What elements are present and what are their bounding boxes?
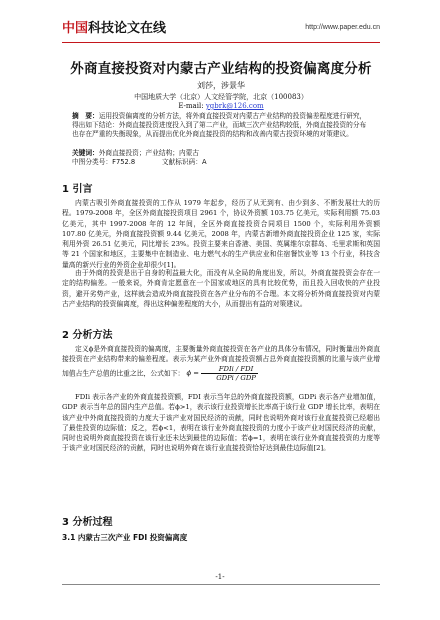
- classification-codes: 中图分类号：F752.8 文献标识码：A: [72, 158, 207, 166]
- paper-title: 外商直接投资对内蒙古产业结构的投资偏离度分析: [70, 61, 372, 77]
- page-number: -1-: [215, 573, 225, 581]
- intro-paragraph-1: 内蒙古吸引外商直接投资的工作从 1979 年起步，经历了从无到有、由少到多、不断发展壮大的历程。1979-2008 年，全区外商直接投资项目 2961 个，协议外资额 103.75 亿美元，实际利用额 75.03 亿美元，其中 1997-2008 年的 12 年间，全区外商直接投资合同项目 1500 个，实际利用外资额 107.80 亿美元，外商直接投资额 9.44 亿美元，2008 年，内蒙古新增外商直接投资企业 125 家，实际利用外资 26.51 亿美元，同比增长 23%。投资主要来自香港、美国、英属维尔京群岛、毛里求斯和英国等 21 个国家和地区，主要集中在制造业、电力燃气水的生产供应业和住宿餐饮业等 13 个行业，科技含量高的新兴行业的外资企业却很少[1]。: [62, 199, 380, 269]
- intro-paragraph-2: 由于外商的投资是出于自身的利益最大化，而没有从全局的角度出发，所以，外商直接投资会存在一定的结构偏差。一般来说，外商肯定愿意在一个国家或地区的具有比较优势，而且投入回收快的产业投资，避开劣势产业，这样就会造成外商直接投资在各产业分布的不合理。本文将分析外商直接投资对内蒙古产业结构的投资偏离度，得出这种偏差程度的大小，从而提出有益的对策建议。: [62, 269, 380, 308]
- page-header: [62, 20, 380, 42]
- footer-rule: [62, 584, 380, 585]
- header-url[interactable]: http://www.paper.edu.cn: [305, 24, 380, 31]
- method-paragraph-1: 定义ϕ是外商直接投资的偏离度，主要衡量外商直接投资在各产业的具体分布情况，同时衡量出外商直接投资在产业结构带来的偏差程度。表示为某产业外商直接投资额占总外商直接投资额的比重与该产业增加值占生产总值的比重之比，公式如下： ϕ = $\frac{\text{FDIi / FDI}}{\text{GDPi / GDP}}$: [62, 345, 380, 382]
- header-rule: [62, 42, 380, 43]
- section-heading-analysis: 3 分析过程: [62, 517, 113, 528]
- keywords: 关键词：外商直接投资；产业结构；内蒙古: [72, 149, 200, 157]
- email-link[interactable]: ygbrk@126.com: [205, 102, 264, 110]
- journal-logo: 中国科技论文在线: [62, 21, 167, 36]
- section-heading-method: 2 分析方法: [62, 330, 113, 341]
- abstract: 摘 要：运用投资偏离度的分析方法，将外商直接投资对内蒙古产业结构的投资偏差程度进行研究，得出如下结论：外商直接投资进度投入到了第二产业，而域三次产业结构较低，外商直接投资的分布也存在严重的失衡现象，从而提出优化外商直接投资的结构和改善内蒙古投资环境的对策建议。: [72, 112, 367, 139]
- section-heading-introduction: 1 引言: [62, 184, 93, 195]
- method-paragraph-2: FDIi 表示各产业的外商直接投资额，FDI 表示当年总的外商直接投资额，GDPi 表示各产业增加值，GDP 表示当年总的国内生产总值。若ϕ>1，表示该行业投资增长比率高于该行业 GDP 增长比率，表明在该产业中外商直接投资的力度大于该产业对国民经济的贡献，同时也说明外商对该行业直接投资已经超出了最佳投资的边际值；反之，若ϕ<1，表明在该行业外商直接投资的力度小于该产业对国民经济的贡献，同时也说明外商直接投资在该行业还未达到最佳的边际值；若ϕ=1，表明在该行业外商直接投资的力度等于该产业对国民经济的贡献，同时也说明外商在该行业直接投资恰好达到最佳边际值[2]。: [62, 393, 380, 453]
- subsection-heading-3-1: 3.1 内蒙古三次产业 FDI 投资偏离度: [62, 533, 188, 542]
- paper-email: E-mail: ygbrk@126.com: [178, 102, 264, 110]
- paper-affiliation: 中国地质大学（北京）人文经管学院，北京（100083）: [134, 93, 308, 101]
- paper-authors: 刘莎，涉景华: [197, 81, 245, 90]
- formula: ϕ = $\frac{\text{FDIi / FDI}}{\text{GDPi / GDP}}$: [186, 364, 256, 382]
